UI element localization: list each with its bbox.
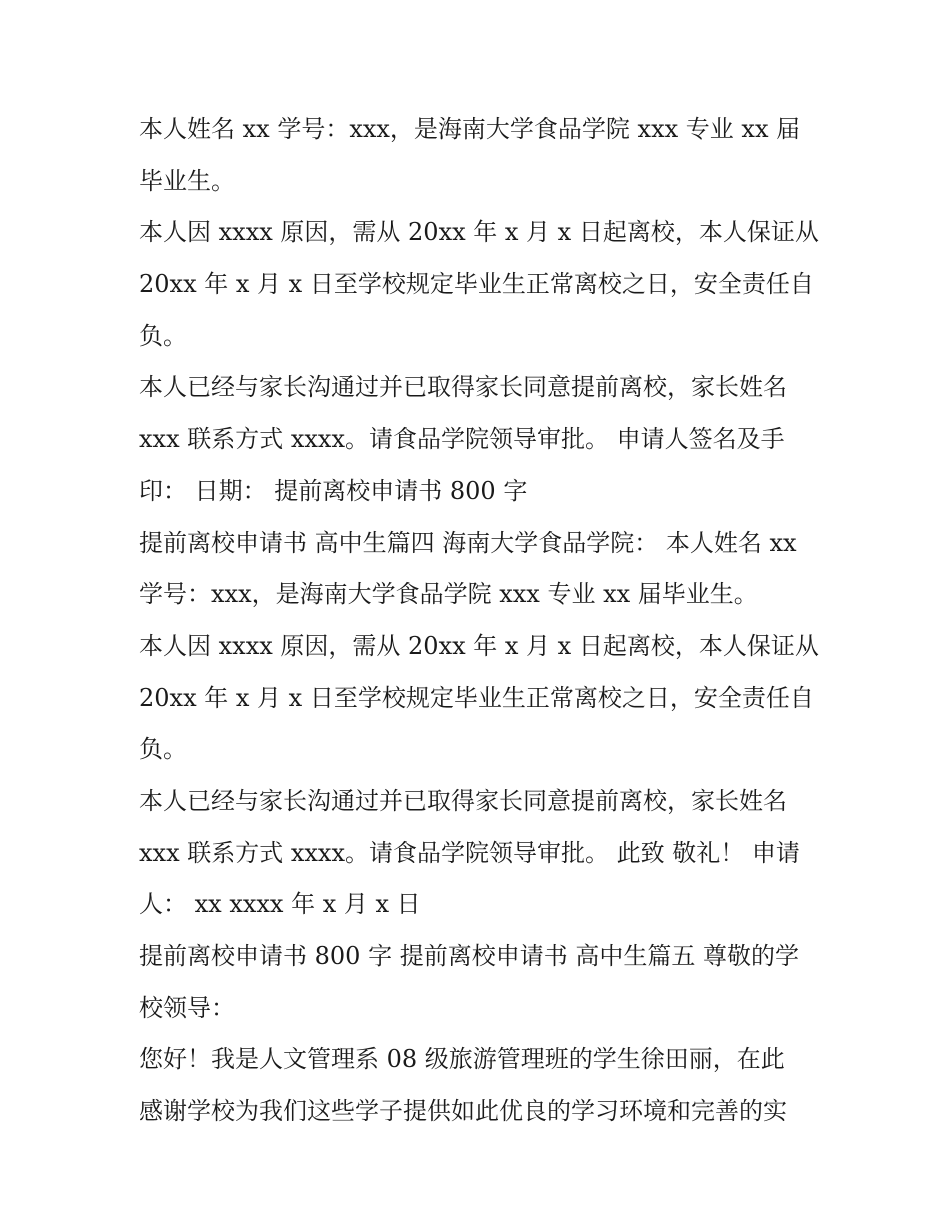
text-line: 本人姓名 xx 学号：xxx，是海南大学食品学院 xxx 专业 xx 届 bbox=[139, 115, 801, 143]
text-line: 印： 日期： 提前离校申请书 800 字 bbox=[139, 476, 528, 505]
text-line: xxx 联系方式 xxxx。请食品学院领导审批。 此致 敬礼！ 申请 bbox=[139, 838, 800, 867]
text-line: 提前离校申请书 800 字 提前离校申请书 高中生篇五 尊敬的学 bbox=[139, 942, 799, 970]
text-line: 感谢学校为我们这些学子提供如此优良的学习环境和完善的实 bbox=[139, 1097, 787, 1126]
text-line: 人： xx xxxx 年 x 月 x 日 bbox=[139, 890, 421, 919]
text-line: 本人已经与家长沟通过并已取得家长同意提前离校，家长姓名 bbox=[139, 373, 787, 402]
text-line: 提前离校申请书 高中生篇四 海南大学食品学院： 本人姓名 xx bbox=[139, 528, 797, 557]
text-line: 20xx 年 x 月 x 日至学校规定毕业生正常离校之日，安全责任自 bbox=[139, 270, 814, 299]
text-line: 本人因 xxxx 原因，需从 20xx 年 x 月 x 日起离校，本人保证从 bbox=[139, 218, 819, 247]
text-line: 负。 bbox=[139, 321, 187, 350]
text-line: 负。 bbox=[139, 735, 187, 764]
text-line: 校领导： bbox=[139, 993, 235, 1022]
text-line: 本人因 xxxx 原因，需从 20xx 年 x 月 x 日起离校，本人保证从 bbox=[139, 631, 819, 660]
text-line: xxx 联系方式 xxxx。请食品学院领导审批。 申请人签名及手 bbox=[139, 425, 785, 454]
text-line: 本人已经与家长沟通过并已取得家长同意提前离校，家长姓名 bbox=[139, 786, 787, 815]
text-line: 您好！我是人文管理系 08 级旅游管理班的学生徐田丽，在此 bbox=[139, 1045, 785, 1074]
text-line: 20xx 年 x 月 x 日至学校规定毕业生正常离校之日，安全责任自 bbox=[139, 683, 814, 712]
text-line: 毕业生。 bbox=[139, 166, 235, 195]
text-line: 学号：xxx，是海南大学食品学院 xxx 专业 xx 届毕业生。 bbox=[139, 580, 758, 609]
document-body bbox=[139, 104, 829, 1138]
